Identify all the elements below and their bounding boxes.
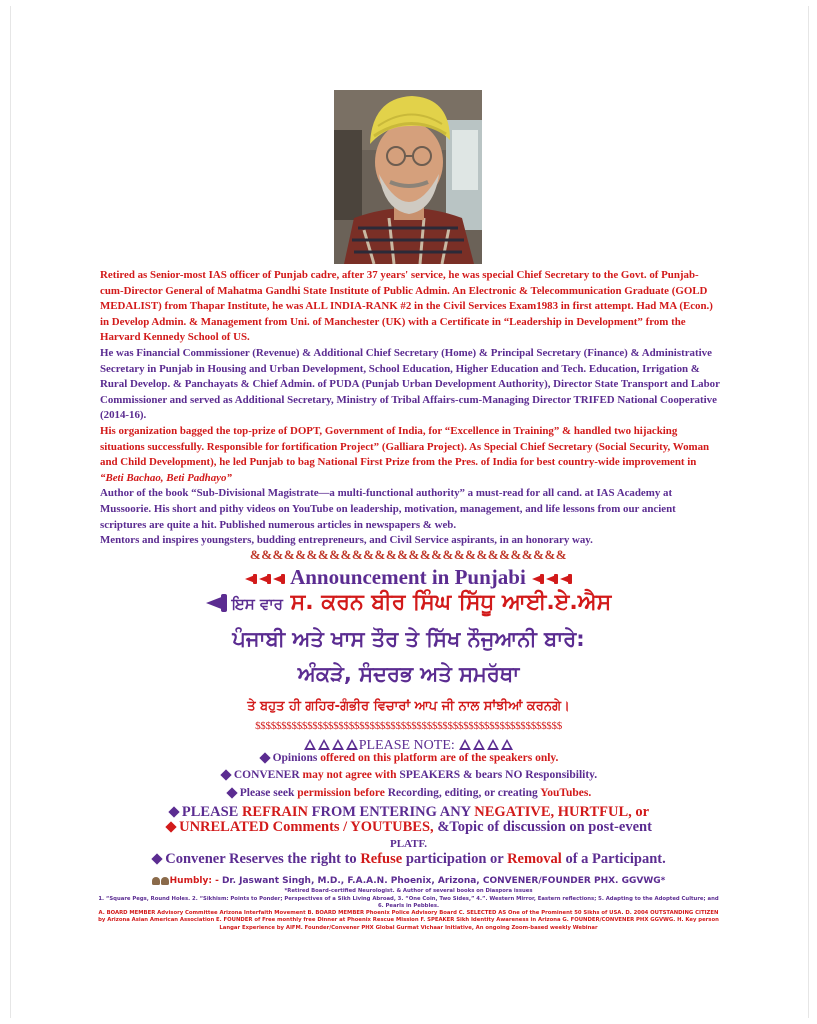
megaphone-icon	[273, 574, 285, 584]
note-line-convener	[0, 769, 817, 781]
bio-paragraph-3	[100, 424, 720, 486]
note-line-platf: PLATF.	[390, 838, 427, 850]
punjabi-speaker-line	[0, 590, 817, 615]
punjabi-topic-subtitle: ਅੰਕੜੇ, ਸੰਦਰਭ ਅਤੇ ਸਮਰੱਥਾ	[297, 662, 520, 686]
note-line-unrelated	[0, 819, 817, 836]
note-text: CONVENER	[233, 769, 303, 781]
note-line-convener-rights	[0, 851, 817, 868]
note-text: participation or	[405, 851, 508, 867]
footer-honors: A. BOARD MEMBER Advisory Committee Arizona Interfaith Movement B. BOARD MEMBER Phoenix Police Advisory Board C. SELECTED AS One of the Prominent 50 Sikhs of USA. D. 2004 OUTSTANDING CITIZEN by Arizona Asian American Association E. FOUNDER of Free monthly free Dinner at Phoenix Rescue Mission F. SPEAKER Sikh Identity Awareness in Arizona G. FOUNDER/CONVENER PHX GGVWG. H. Key person Langar Experience by AIFM. Founder/Convener PHX Global Gurmat Vichaar Initiative, An ongoing Zoom-based weekly Webinar	[98, 910, 719, 931]
note-line-opinions	[0, 752, 817, 764]
megaphone-icon	[206, 594, 228, 612]
note-text: of a Participant.	[565, 851, 666, 867]
humbly-signature	[0, 876, 817, 886]
praying-hands-icon	[152, 877, 160, 885]
note-text: UNRELATED Comments / YOUTUBES,	[179, 819, 438, 835]
note-text: permission before	[297, 787, 388, 799]
note-text: REFRAIN	[241, 804, 312, 820]
megaphone-icon	[259, 574, 271, 584]
please-note-title: PLEASE NOTE:	[358, 738, 455, 753]
note-text: Refuse	[360, 851, 406, 867]
warning-icon	[473, 739, 485, 750]
diamond-bullet-icon	[220, 769, 231, 780]
convener-name: Dr. Jaswant Singh, M.D., F.A.A.N. Phoenix, Arizona, CONVENER/FOUNDER PHX. GGVWG*	[221, 876, 666, 886]
note-text: Please seek	[239, 787, 298, 799]
speaker-biography	[100, 268, 720, 549]
note-text: Convener Reserves the right to	[165, 851, 361, 867]
warning-icon	[459, 739, 471, 750]
diamond-bullet-icon	[259, 752, 270, 763]
punjabi-prefix: ਇਸ ਵਾਰ	[231, 595, 283, 613]
warning-icon	[304, 739, 316, 750]
note-text: YouTubes.	[540, 787, 592, 799]
megaphone-icon	[546, 574, 558, 584]
warning-icon	[332, 739, 344, 750]
footer-books: 1. “Square Pegs, Round Holes. 2. “Sikhism: Points to Ponder; Perspectives of a Sikh Living Abroad, 3. “One Coin, Two Sides,” 4.”. Western Mirror, Eastern reflections; 5. Adapting to the Adopted Culture; and 6. Pearls in Pebbles.	[98, 896, 719, 910]
announcement-title: Announcement in Punjabi	[290, 565, 526, 589]
speaker-photo	[334, 90, 482, 264]
punjabi-topic-line: ਪੰਜਾਬੀ ਅਤੇ ਖਾਸ ਤੌਰ ਤੇ ਸਿੱਖ ਨੌਜੁਆਨੀ ਬਾਰੇ:	[232, 627, 585, 651]
dollar-separator: $$$$$$$$$$$$$$$$$$$$$$$$$$$$$$$$$$$$$$$$$$$$$$$$$$$$$$$$$$$	[255, 720, 562, 732]
footer-credentials: *Retired Board-certified Neurologist. & Author of several books on Diaspora issues	[284, 888, 533, 894]
ampersand-separator: &&&&&&&&&&&&&&&&&&&&&&&&&&&&	[249, 547, 568, 562]
note-line-permission	[0, 787, 817, 799]
megaphone-icon	[532, 574, 544, 584]
megaphone-icon	[245, 574, 257, 584]
bio-paragraph-1: Retired as Senior-most IAS officer of Punjab cadre, after 37 years' service, he was special Chief Secretary to the Govt. of Punjab-cum-Director General of Mahatma Gandhi State Institute of Public Admin. An Electronic & Telecommunication Graduate (GOLD MEDALIST) from Thapar Institute, he was ALL INDIA-RANK #2 in the Civil Services Exam1983 in first attempt. Had MA (Econ.) in Develop Admin. & Management from Uni. of Manchester (UK) with a Certificate in “Leadership in Development” from the Harvard Kennedy School of US.	[100, 269, 713, 344]
punjabi-invitation-line: ਤੇ ਬਹੁਤ ਹੀ ਗਹਿਰ-ਗੰਭੀਰ ਵਿਚਾਰਾਂ ਆਪ ਜੀ ਨਾਲ ਸਾਂਝੀਆਂ ਕਰਨਗੇ।	[247, 699, 570, 714]
punjabi-speaker-name: ਸ. ਕਰਨ ਬੀਰ ਸਿੰਘ ਸਿੱਧੂ ਆਈ.ਏ.ਐਸ	[290, 590, 612, 615]
bio-paragraph-3-text: His organization bagged the top-prize of DOPT, Government of India, for “Excellence in Training” & handled two hijacking situations successfully. Responsible for fortification Project” (Galliara Project). As Special Chief Secretary (Social Security, Woman and Child Development), he led Punjab to bag National First Prize from the Pres. of India for best country-wide improvement in	[100, 424, 710, 469]
warning-icon	[487, 739, 499, 750]
diamond-bullet-icon	[165, 822, 176, 833]
note-text: may not agree with	[302, 769, 400, 781]
note-text: PLEASE	[181, 804, 242, 820]
warning-icon	[346, 739, 358, 750]
diamond-bullet-icon	[152, 854, 163, 865]
note-text: Recording, editing, or creating	[387, 787, 541, 799]
bio-paragraph-4: Author of the book “Sub-Divisional Magistrate—a multi-functional authority” a must-read for all cand. at IAS Academy at Mussoorie. His short and pithy videos on YouTube on leadership, motivation, management, and life lessons from our ancient scriptures are quite a hit. Published numerous articles in newspapers & web.	[100, 487, 676, 531]
note-text: Removal	[507, 851, 566, 867]
warning-icon	[501, 739, 513, 750]
note-text: offered on this platform are of the speakers only.	[320, 752, 559, 764]
praying-hands-icon	[161, 877, 169, 885]
bio-paragraph-2: He was Financial Commissioner (Revenue) & Additional Chief Secretary (Home) & Principal Secretary (Finance) & Administrative Secretary in Punjab in Housing and Urban Development, School Education, Higher Education and Tech. Education, Irrigation & Rural Develop. & Panchayats & Chief Admin. of PUDA (Punjab Urban Development Authority), Director State Transport and Labor Commissioner and served as Additional Secretary, Ministry of Tribal Affairs-cum-Managing Director TRIFED National Cooperative (2014-16).	[100, 346, 720, 422]
note-text: &Topic of discussion on post-event	[437, 819, 652, 835]
note-text: NEGATIVE, HURTFUL, or	[474, 804, 650, 820]
megaphone-icon	[560, 574, 572, 584]
note-text: Opinions	[272, 752, 321, 764]
warning-icon	[318, 739, 330, 750]
diamond-bullet-icon	[168, 807, 179, 818]
note-text: FROM ENTERING ANY	[311, 804, 475, 820]
humbly-label: Humbly: -	[169, 876, 222, 886]
diamond-bullet-icon	[226, 787, 237, 798]
announcement-heading	[0, 565, 817, 590]
bio-paragraph-5: Mentors and inspires youngsters, budding entrepreneurs, and Civil Service aspirants, in an honorary way.	[100, 534, 593, 547]
note-text: SPEAKERS & bears NO Responsibility.	[399, 769, 598, 781]
bio-campaign-name: “Beti Bachao, Beti Padhayo”	[100, 471, 232, 484]
